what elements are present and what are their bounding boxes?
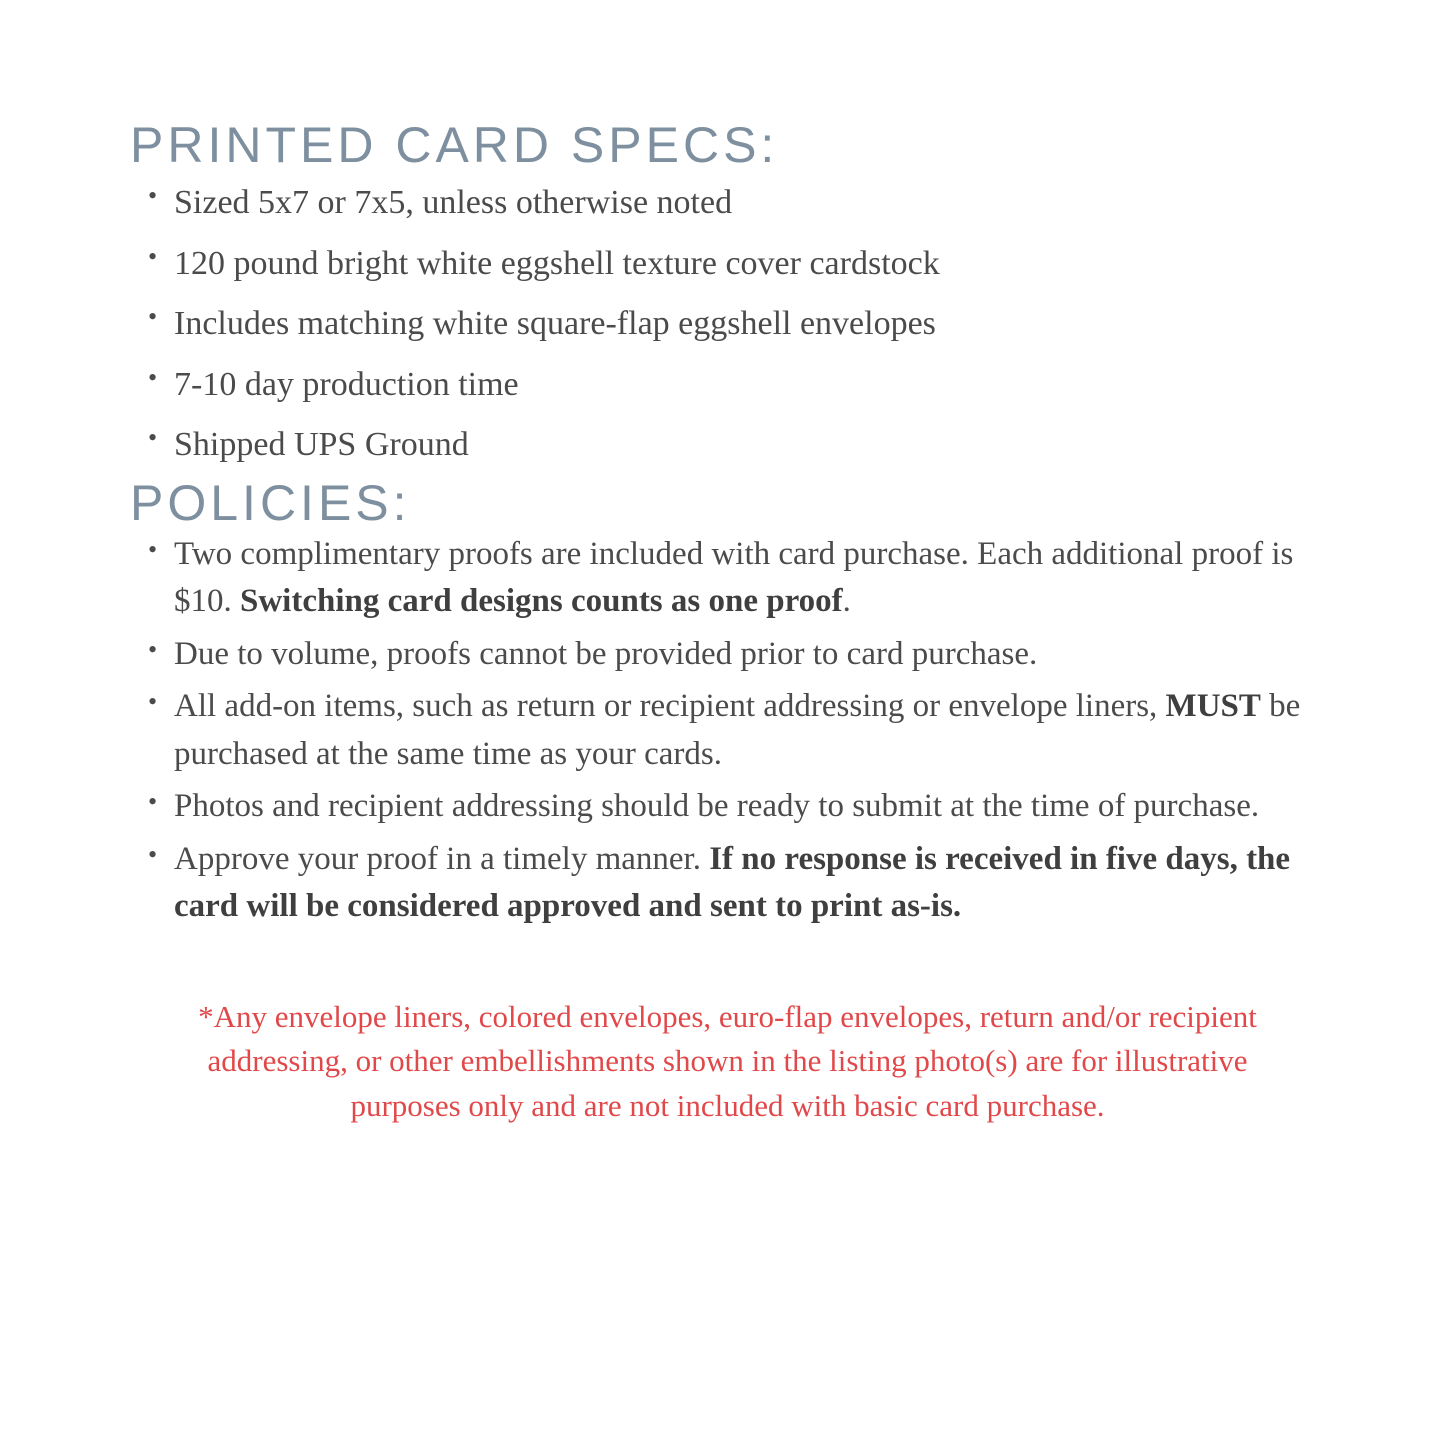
list-item: • Sized 5x7 or 7x5, unless otherwise noted [130,173,1325,234]
policies-heading: POLICIES: [130,474,411,531]
policy-text: Two complimentary proofs are included with card purchase. Each additional proof is $10. [174,535,1294,620]
list-item [130,683,1325,778]
list-item: • Includes matching white square-flap eggshell envelopes [130,294,1325,355]
list-item: • 7-10 day production time [130,355,1325,416]
footnote-disclaimer: *Any envelope liners, colored envelopes, euro-flap envelopes, return and/or recipient addressing, or other embellishments shown in the listing photo(s) are for illustrative purposes only and are not included with basic card purchase. [198,998,1257,1123]
list-item: • 120 pound bright white eggshell texture cover cardstock [130,234,1325,295]
policy-text-tail: be purchased at the same time as your cards. [174,688,1301,772]
policy-text-tail: . [842,583,851,620]
policy-text: Photos and recipient addressing should be ready to submit at the time of purchase. [174,788,1260,825]
policy-emphasis: If no response is received in five days, the card will be considered approved and sent to print as-is. [174,840,1291,925]
list-item [130,631,1325,679]
policies-list [130,531,1325,931]
list-item: • Shipped UPS Ground [130,415,1325,476]
policy-text: Due to volume, proofs cannot be provided prior to card purchase. [174,635,1038,672]
policy-text: All add-on items, such as return or recipient addressing or envelope liners, [174,688,1166,725]
policy-emphasis: MUST [1165,688,1261,725]
list-item [130,531,1325,626]
printed-card-specs-heading: PRINTED CARD SPECS: [130,117,779,173]
list-item [130,836,1325,931]
policy-text: Approve your proof in a timely manner. [174,840,710,877]
list-item [130,783,1325,831]
policy-emphasis: Switching card designs counts as one proof [240,583,843,620]
printed-card-specs-list [130,173,1325,476]
